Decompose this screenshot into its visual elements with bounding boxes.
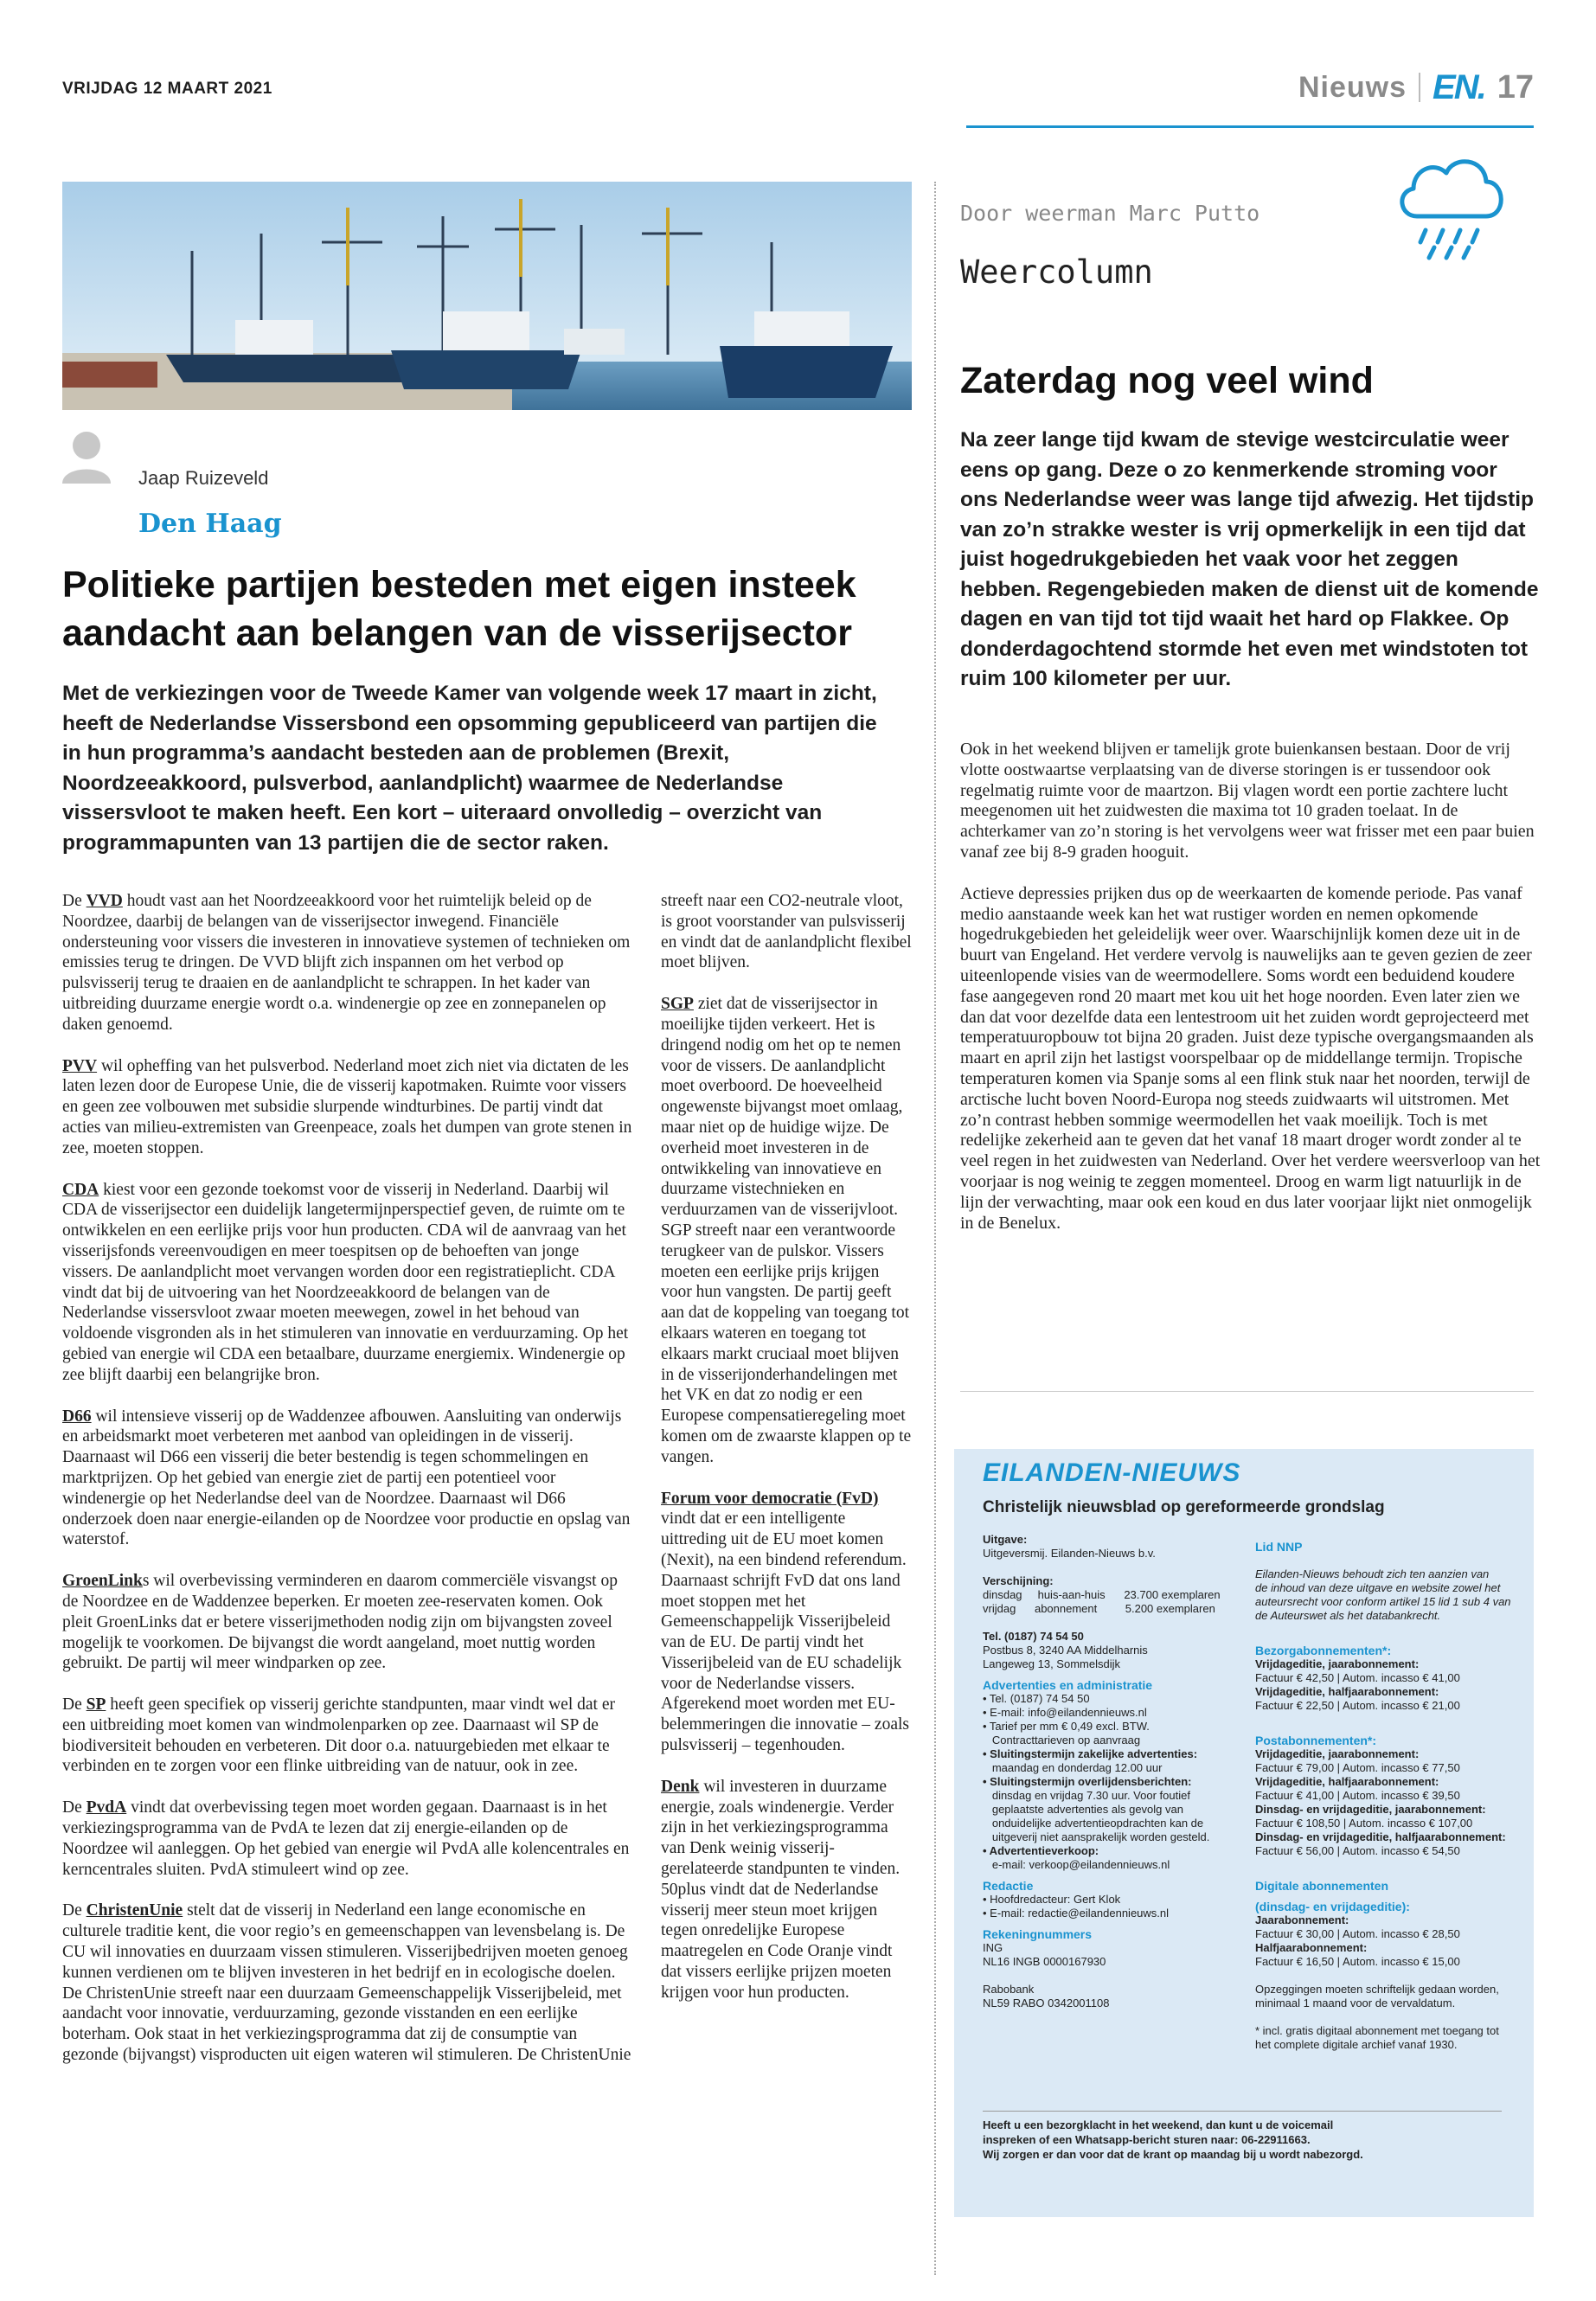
party-name: Forum voor democratie (FvD) — [661, 1489, 879, 1508]
header-rule — [966, 125, 1534, 128]
article-lead: Met de verkiezingen voor de Tweede Kamer van volgende week 17 maart in zicht, heeft de Nederlandse Vissersbond een opsomming gepubliceerd van partijen die in hun programma’s aandacht besteden aan de problemen (Brexit, Noordzeeakkoord, pulsverbod, aanlandplicht) waarmee de Nederlandse vissersvloot te maken heeft. Een kort – uiteraard onvolledig – overzicht van programmapunten van 13 partijen die de sector raken. — [62, 682, 877, 855]
colophon-line — [1255, 1969, 1515, 1983]
weather-byline: Door weerman Marc Putto — [960, 201, 1260, 226]
colophon-line: geplaatste advertenties als gevolg van — [983, 1803, 1183, 1816]
colophon-line: Rekeningnummers — [983, 1927, 1093, 1941]
header-divider — [1419, 73, 1420, 102]
party-name: D66 — [62, 1407, 92, 1426]
dateline-place: Den Haag — [138, 509, 282, 539]
colophon-line: Factuur € 42,50 | Autom. incasso € 41,00 — [1255, 1671, 1460, 1684]
colophon-line — [983, 1969, 1251, 1983]
footer-line: Wij zorgen er dan voor dat de krant op maandag bij u wordt nabezorgd. — [983, 2148, 1363, 2161]
en-logo: EN. — [1433, 67, 1485, 106]
colophon-line: • Tel. (0187) 74 54 50 — [983, 1692, 1090, 1705]
colophon-line: ING — [983, 1941, 1003, 1954]
party-paragraph: De VVD houdt vast aan het Noordzeeakkoord voor het ruimtelijk beleid op de Noordzee, daarbij de belangen van de visserijsector inwegend. Financiële ondersteuning voor vissers die investeren in innovatieve systemen of technieken om emissies terug te dringen. De VVD blijft zich inspannen om het verbod op pulsvisserij terug te draaien en de aanlandplicht te schrappen. In het kader van uitbreiding duurzame energie wordt o.a. windenergie op zee en zonnepanelen op daken genoemd. — [62, 892, 631, 1034]
colophon-line: Digitale abonnementen — [1255, 1879, 1389, 1893]
party-name: SP — [86, 1695, 106, 1715]
colophon-line: NL59 RABO 0342001108 — [983, 1997, 1110, 2009]
party-name: VVD — [86, 892, 123, 910]
party-name: PVV — [62, 1056, 98, 1075]
colophon-line: Opzeggingen moeten schriftelijk gedaan worden, — [1255, 1983, 1499, 1996]
colophon-line: Uitgeversmij. Eilanden-Nieuws b.v. — [983, 1547, 1156, 1560]
party-name: PvdA — [86, 1798, 127, 1817]
colophon-line: de Auteurswet als het databankrecht. — [1255, 1609, 1441, 1622]
colophon-line: Vrijdageditie, jaarabonnement: — [1255, 1747, 1420, 1760]
author-avatar-icon — [62, 430, 111, 484]
footer-line: inspreken of een Whatsapp-bericht sturen naar: 06-22911663. — [983, 2133, 1311, 2146]
column-divider — [934, 182, 936, 2275]
rain-cloud-icon — [1391, 147, 1512, 263]
colophon-line: Factuur € 41,00 | Autom. incasso € 39,50 — [1255, 1789, 1460, 1802]
colophon-line: dinsdag huis-aan-huis 23.700 exemplaren — [983, 1588, 1221, 1601]
colophon-line: Dinsdag- en vrijdageditie, halfjaarabonnement: — [1255, 1830, 1506, 1843]
colophon-line: Factuur € 79,00 | Autom. incasso € 77,50 — [1255, 1761, 1460, 1774]
colophon-line: minimaal 1 maand voor de vervaldatum. — [1255, 1997, 1456, 2009]
weather-column-title: Weercolumn — [960, 253, 1153, 291]
section-name: Nieuws — [1298, 70, 1407, 104]
party-paragraph: PVV wil opheffing van het pulsverbod. Nederland moet zich niet via dictaten de les laten lezen door de Europese Unie, die de visserij kapotmaken. Ruimte voor vissers en geen zee volbouwen met subsidie slurpende windturbines. De partij vindt dat acties van milieu-extremisten van Greenpeace, zoals het dumpen van grote stenen in zee, moeten stoppen. — [62, 1056, 632, 1157]
colophon-line: • Advertentieverkoop: — [983, 1844, 1099, 1857]
colophon-line: Langeweg 13, Sommelsdijk — [983, 1657, 1120, 1670]
page-number: 17 — [1497, 68, 1534, 106]
colophon-line — [1255, 1858, 1515, 1872]
colophon-line: Uitgave: — [983, 1533, 1028, 1546]
colophon-line: Tel. (0187) 74 54 50 — [983, 1630, 1084, 1643]
weather-headline: Zaterdag nog veel wind — [960, 360, 1374, 401]
colophon-line: NL16 INGB 0000167930 — [983, 1955, 1106, 1968]
weather-paragraph: Ook in het weekend blijven er tamelijk grote buienkansen bestaan. Door de vrij vlotte oostwaartse verplaatsing van de diverse storingen is er tussendoor ook regelmatig ruimte voor de maartzon. Bij vlagen wordt een portie zachtere lucht meegenomen uit het zuidwesten die maxima tot 10 graden toelaat. In de achterkamer van zo’n storing is het vervolgens weer wat frisser met een paar buien vanaf zee bij 8-9 graden hooguit. — [960, 740, 1535, 862]
colophon-line: • Sluitingstermijn zakelijke advertenties: — [983, 1747, 1198, 1760]
colophon-line: • Sluitingstermijn overlijdensberichten: — [983, 1775, 1192, 1788]
colophon-footer-rule — [983, 2111, 1502, 2112]
colophon-box — [954, 1449, 1534, 2217]
author-name: Jaap Ruizeveld — [138, 467, 269, 489]
colophon-line — [1255, 2010, 1515, 2024]
colophon-line: maandag en donderdag 12.00 uur — [983, 1761, 1163, 1774]
colophon-line: het complete digitale archief vanaf 1930. — [1255, 2038, 1458, 2051]
colophon-line: de inhoud van deze uitgave en website zowel het — [1255, 1581, 1501, 1594]
colophon-line — [1255, 1623, 1515, 1637]
colophon-line: Postabonnementen*: — [1255, 1734, 1377, 1747]
party-paragraph: GroenLinks wil overbevissing verminderen en daarom commerciële visvangst op de Noordzee en de Waddenzee beperken. Er moeten zee-reservaten komen. Ook pleit GroenLinks dat er betere visserijmethoden nodig zijn om bijvangsten zoveel mogelijk te voorkomen. De bijvangst die wordt aangeland, moet nuttig worden gebruikt. De partij wil meer windparken op zee. — [62, 1572, 618, 1673]
colophon-line: Vrijdageditie, jaarabonnement: — [1255, 1657, 1420, 1670]
party-name: ChristenUnie — [86, 1901, 183, 1920]
colophon-line: dinsdag en vrijdag 7.30 uur. Voor foutief — [983, 1789, 1190, 1802]
colophon-line — [983, 1616, 1251, 1630]
colophon-line: vrijdag abonnement 5.200 exemplaren — [983, 1602, 1215, 1615]
colophon-line — [1255, 1713, 1515, 1727]
party-name: GroenLink — [62, 1572, 143, 1591]
colophon-line: Jaarabonnement: — [1255, 1913, 1349, 1926]
colophon-line: Vrijdageditie, halfjaarabonnement: — [1255, 1775, 1439, 1788]
harbour-photo — [62, 182, 912, 410]
party-name: SGP — [661, 995, 694, 1014]
footer-line: Heeft u een bezorgklacht in het weekend, dan kunt u de voicemail — [983, 2118, 1334, 2131]
party-paragraph: D66 wil intensieve visserij op de Waddenzee afbouwen. Aansluiting van onderwijs en arbeidsmarkt moet verbeteren met aanbod van opleidingen in de visserij. Daarnaast wil D66 een visserij die beter bestendig is tegen schommelingen en marktprijzen. Op het gebied van energie ziet de partij een potentieel voor windenergie op het Nederlandse deel van de Noordzee. Daarnaast wil D66 onderzoek doen naar energie-eilanden op de Noordzee voor productie en opslag van waterstof. — [62, 1407, 631, 1549]
party-paragraph: CDA kiest voor een gezonde toekomst voor de visserij in Nederland. Daarbij wil CDA de visserijsector een duidelijk langetermijnperspectief geven, de ruimte om te ontwikkelen en een eerlijke prijs voor hun producten. CDA wil de aanvraag van het visserijsfonds vereenvoudigen en meer toespitsen op de behoeften van jonge vissers. De aanlandplicht moet vervangen worden door een registratieplicht. CDA vindt dat bij de uitvoering van het Noordzeeakkoord de belangen van de Nederlandse vissersvloot zwaar moeten meewegen, zowel in het behoud van voldoende visgronden als in het stimuleren van innovatie en verduurzaming. Op het gebied van energie wil CDA een betaalbare, duurzame energiemix. Windenergie op zee blijft daarbij een belangrijke bron. — [62, 1180, 629, 1384]
colophon-line: (dinsdag- en vrijdageditie): — [1255, 1900, 1410, 1913]
colophon-line: Bezorgabonnementen*: — [1255, 1644, 1392, 1657]
colophon-line: Postbus 8, 3240 AA Middelharnis — [983, 1644, 1148, 1657]
colophon-line: • E-mail: info@eilandennieuws.nl — [983, 1706, 1147, 1719]
colophon-line: e-mail: verkoop@eilandennieuws.nl — [983, 1858, 1170, 1871]
weather-paragraph: Actieve depressies prijken dus op de weerkaarten de komende periode. Pas vanaf medio aanstaande week kan het wat rustiger worden en nemen opkomende hogedrukgebieden het geleidelijk weer over. Waarschijnlijk komen deze uit in de buurt van Engeland. Het verdere vervolg is nauwelijks aan te geven gezien de zeer uiteenlopende visies van de weermodellere. Soms wordt een beduidend koudere fase aangegeven rond 20 maart met kou uit het hoge noorden. Even later zien we dan dat voor dezelfde data een lentestroom uit het zuiden wordt geprojecteerd met temperatuuropbouw tot bijna 20 graden. Juist deze typische overgangsmaanden als maart en april zijn het lastigst voorspelbaar op de middellange termijn. Tropische temperaturen komen via Spanje soms al een flink stuk naar het noorden, terwijl de arctische lucht boven Noord-Europa nog steeds zuidwaarts wil uitstromen. Met zo’n contrast hebben sommige weermodellen het vaak moeilijk. Toch is met redelijke zekerheid aan te geven dat het vanaf 18 maart droger wordt zonder al te veel regen in het zuidwesten van Nederland. Over het verdere weersverloop van het voorjaar is nog weinig te zeggen momenteel. Droog en warm ligt natuurlijk in de lijn der verwachting, maar ook een koud en dus later voorjaar lijkt niet onmogelijk in de Benelux. — [960, 883, 1541, 1233]
colophon-line: • E-mail: redactie@eilandennieuws.nl — [983, 1907, 1170, 1920]
colophon-line: • Hoofdredacteur: Gert Klok — [983, 1893, 1121, 1906]
colophon-line: auteursrecht voor conform artikel 15 lid 1 sub 4 van — [1255, 1595, 1511, 1608]
weather-lead: Na zeer lange tijd kwam de stevige westcirculatie weer eens op gang. Deze o zo kenmerkende stroming voor ons Nederlandse weer was lange tijd afwezig. Het tijdstip van zo’n strakke wester is vrij opmerkelijk in een tijd dat juist hogedrukgebieden het vaak voor het zeggen hebben. Regengebieden maken de dienst uit de komende dagen en van tijd tot tijd waait het hard op Flakkee. Op donderdagochtend stormde het even met windstoten tot ruim 100 kilometer per uur. — [960, 428, 1539, 690]
party-paragraph: SGP ziet dat de visserijsector in moeilijke tijden verkeert. Het is dringend nodig om het op te nemen voor de vissers. De aanlandplicht moet overboord. De hoeveelheid ongewenste bijvangst moet omlaag, maar niet op de huidige wijze. De overheid moet investeren in de ontwikkeling van innovatieve en duurzame vistechnieken en verduurzamen van de visserijvloot. SGP streeft naar een verantwoorde terugkeer van de pulskor. Vissers moeten een eerlijke prijs krijgen voor hun vangsten. De partij geeft aan dat de koppeling van toegang tot elkaars wateren en toegang tot elkaars markt cruciaal moet blijven in de visserijonderhandelingen met het VK en dat zo nodig er een Europese compensatieregeling moet komen om de zwaarste klappen op te vangen. — [661, 995, 912, 1466]
party-paragraph: De SP heeft geen specifiek op visserij gerichte standpunten, maar vindt wel dat er een uitbreiding moet komen van windmolenparken op zee. Daarnaast wil SP de biodiversiteit behouden en verbeteren. Dit door o.a. natuurgebieden met elkaar te verbinden en te zorgen voor een flinke uitbreiding van de natuur, ook in zee. — [62, 1695, 615, 1776]
colophon-line: Halfjaarabonnement: — [1255, 1941, 1368, 1954]
party-paragraph: De PvdA vindt dat overbevissing tegen moet worden gegaan. Daarnaast is in het verkiezingsprogramma van de PvdA te lezen dat zij energie-eilanden op de Noordzee wil aanleggen. Op het gebied van energie wil PvdA alle kolencentrales en kerncentrales sluiten. PvdA stimuleert wind op zee. — [62, 1798, 630, 1879]
article-headline: Politieke partijen besteden met eigen insteek aandacht aan belangen van de visserijsector — [62, 564, 856, 654]
colophon-left-column — [983, 1533, 1251, 2010]
eilanden-nieuws-logo: EILANDEN-NIEUWS — [983, 1458, 1241, 1487]
colophon-right-column — [1255, 1533, 1515, 2052]
colophon-line: Factuur € 108,50 | Autom. incasso € 107,00 — [1255, 1817, 1473, 1830]
party-paragraph: De ChristenUnie stelt dat de visserij in Nederland een lange economische en culturele traditie kent, die voor regio’s en gemeenschappen van levensbelang is. De CU wil innovaties en duurzaam vissen stimuleren. Visserijbedrijven moeten genoeg kunnen verdienen om te blijven investeren in het bedrijf en in ecologische doelen. De ChristenUnie streeft naar een duurzaam Gemeenschappelijk Visserijbeleid, met aandacht voor innovatie, verduurzaming, gezonde visstanden en een eerlijke boterham. Ook staat in het verkiezingsprogramma dat zij de consumptie van gezonde (bijvangst) visproducten uit eigen wateren wil stimuleren. De ChristenUnie — [62, 1901, 631, 2065]
weather-bottom-rule — [960, 1391, 1534, 1392]
colophon-line — [1255, 1554, 1515, 1567]
article-column-1 — [62, 891, 633, 2066]
colophon-subtitle: Christelijk nieuwsblad op gereformeerde grondslag — [983, 1498, 1385, 1516]
colophon-line: Factuur € 30,00 | Autom. incasso € 28,50 — [1255, 1927, 1460, 1940]
party-paragraph: Forum voor democratie (FvD) vindt dat er een intelligente uittreding uit de EU moet komen (Nexit), na een bindend referendum. Daarnaast schrijft FvD dat ons land moet stoppen met het Gemeenschappelijk Visserijbeleid van de EU. De partij vindt het Visserijbeleid van de EU schadelijk voor de Nederlandse vissers. Afgerekend moet worden met EU-belemmeringen die innovatie – zoals pulsvisserij – tegenhouden. — [661, 1489, 909, 1755]
article-column-2 — [661, 891, 912, 2003]
colophon-footer — [983, 2118, 1502, 2162]
colophon-line: * incl. gratis digitaal abonnement met toegang tot — [1255, 2024, 1499, 2037]
continuation-paragraph: streeft naar een CO2-neutrale vloot, is groot voorstander van pulsvisserij en vindt dat de aanlandplicht flexibel moet blijven. — [661, 892, 912, 972]
colophon-line: • Tarief per mm € 0,49 excl. BTW. — [983, 1720, 1150, 1733]
colophon-line: Lid NNP — [1255, 1540, 1303, 1554]
colophon-line: Contracttarieven op aanvraag — [983, 1734, 1141, 1747]
colophon-line: Rabobank — [983, 1983, 1035, 1996]
colophon-line — [983, 1561, 1251, 1574]
colophon-line: Verschijning: — [983, 1574, 1054, 1587]
party-name: CDA — [62, 1180, 99, 1199]
colophon-line: Eilanden-Nieuws behoudt zich ten aanzien van — [1255, 1567, 1490, 1580]
colophon-line: Factuur € 22,50 | Autom. incasso € 21,00 — [1255, 1699, 1460, 1712]
colophon-line: uitgeverij niet aansprakelijk worden gesteld. — [983, 1830, 1210, 1843]
colophon-line: Factuur € 16,50 | Autom. incasso € 15,00 — [1255, 1955, 1460, 1968]
party-paragraph: Denk wil investeren in duurzame energie, zoals windenergie. Verder zijn in het verkiezingsprogramma van Denk weinig visserij-gerelateerde standpunten te vinden. 50plus vindt dat de Nederlandse visserij meer steun moet krijgen tegen onredelijke Europese maatregelen en Code Oranje vindt dat vissers eerlijke prijzen moeten krijgen voor hun producten. — [661, 1777, 901, 2002]
colophon-line: Redactie — [983, 1879, 1034, 1893]
colophon-line: Dinsdag- en vrijdageditie, jaarabonnement: — [1255, 1803, 1486, 1816]
colophon-line: onduidelijke advertentieopdrachten kan de — [983, 1817, 1204, 1830]
colophon-line: Vrijdageditie, halfjaarabonnement: — [1255, 1685, 1439, 1698]
weather-body — [960, 740, 1542, 1254]
issue-date: VRIJDAG 12 MAART 2021 — [62, 80, 272, 98]
colophon-line: Advertenties en administratie — [983, 1678, 1153, 1692]
page-header-right — [1298, 66, 1534, 109]
party-name: Denk — [661, 1777, 700, 1796]
colophon-line: Factuur € 56,00 | Autom. incasso € 54,50 — [1255, 1844, 1460, 1857]
